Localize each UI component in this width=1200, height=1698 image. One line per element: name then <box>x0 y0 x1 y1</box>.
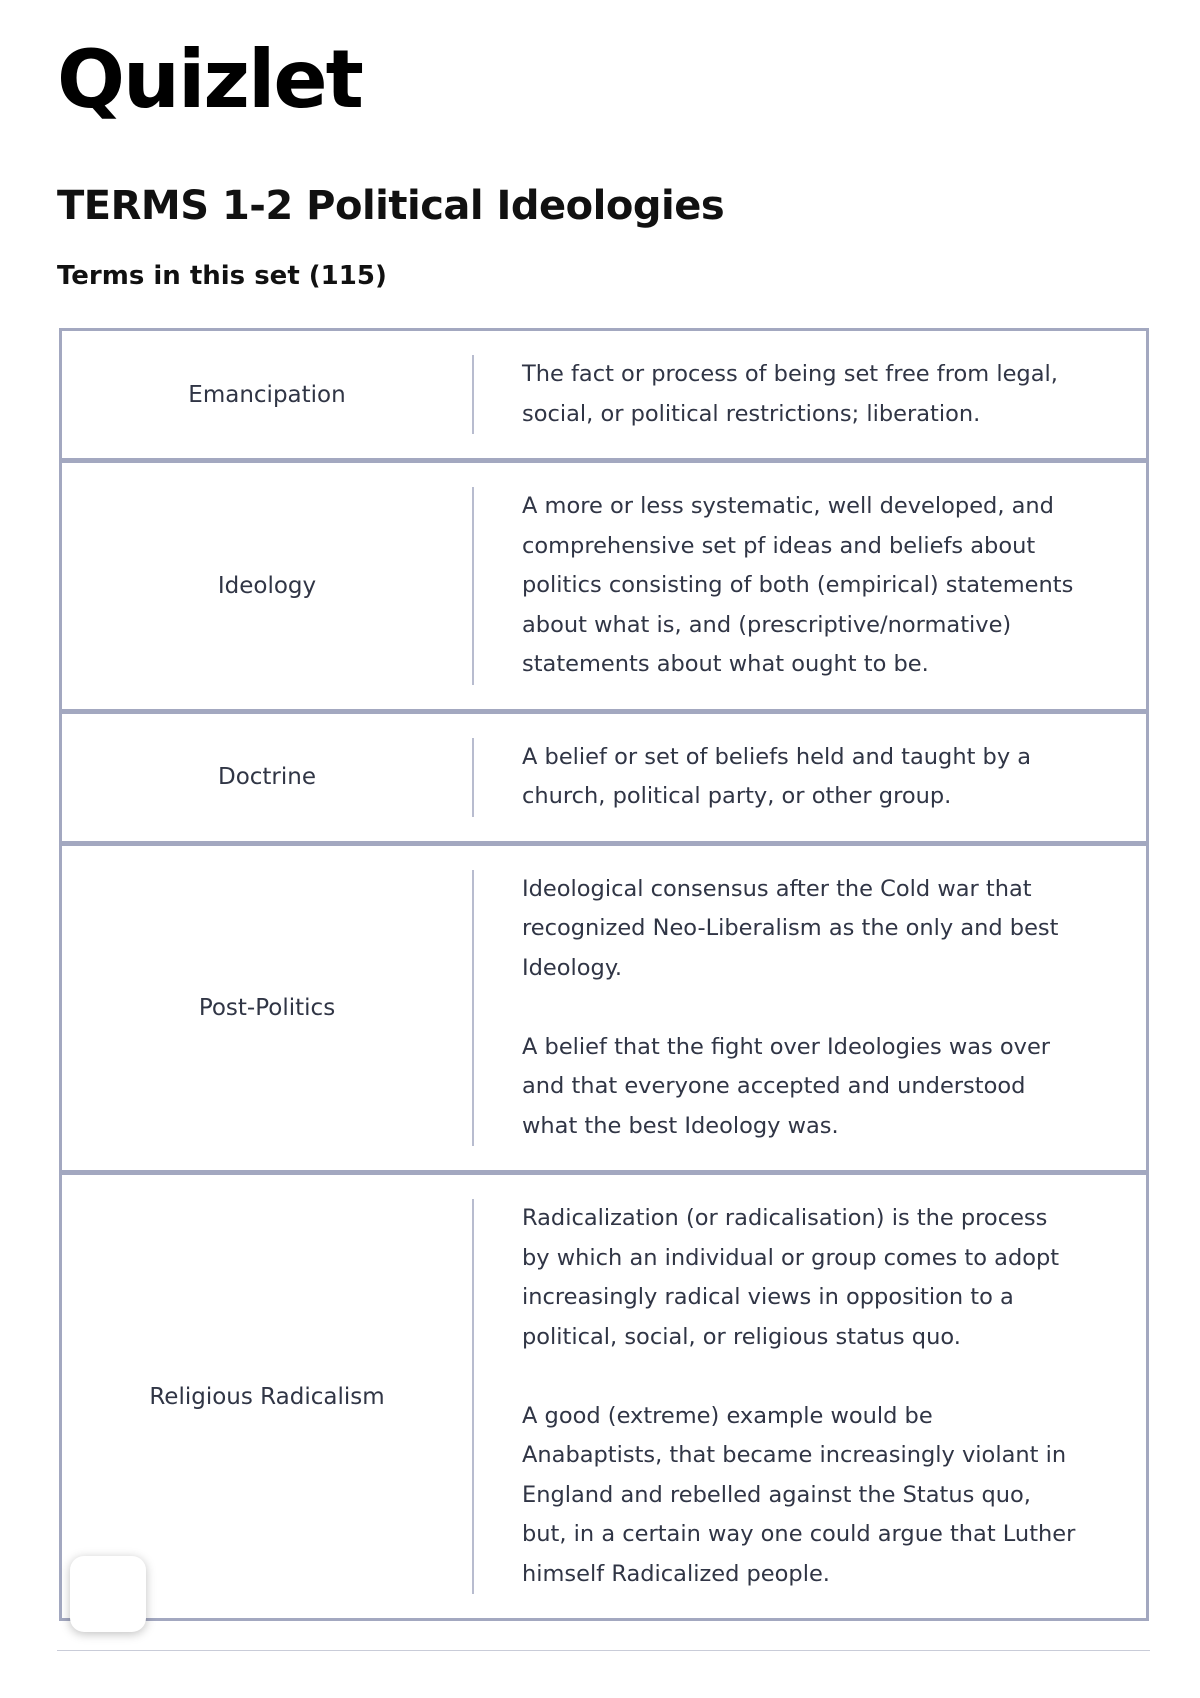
term-definition <box>474 846 1146 1171</box>
term-card <box>59 843 1149 1174</box>
definition-paragraph: A more or less systematic, well developed, and comprehensive set pf ideas and beliefs about politics consisting of both (empirical) statements about what is, and (prescriptive/normative) statements about what ought to be. <box>522 493 1074 677</box>
term-definition <box>474 331 1146 458</box>
quizlet-logo: Quizlet <box>57 33 362 126</box>
terms-count-heading: Terms in this set (115) <box>57 261 387 291</box>
definition-paragraph: Radicalization (or radicalisation) is the process by which an individual or group comes to adopt increasingly radical views in opposition to a political, social, or religious status quo. <box>522 1205 1060 1350</box>
definition-paragraph: Ideological consensus after the Cold war that recognized Neo-Liberalism as the only and best Ideology. <box>522 875 1059 981</box>
page-title: TERMS 1-2 Political Ideologies <box>57 183 725 229</box>
term-definition <box>474 463 1146 709</box>
definition-paragraph: A good (extreme) example would be Anabaptists, that became increasingly violant in England and rebelled against the Status quo, but, in a certain way one could argue that Luther himself Radicalized people. <box>522 1402 1076 1587</box>
footer-divider <box>57 1650 1150 1651</box>
term-card <box>59 460 1149 712</box>
term-card <box>59 1172 1149 1621</box>
definition-paragraph: The fact or process of being set free from legal, social, or political restrictions; liberation. <box>522 361 1058 427</box>
definition-paragraph: A belief or set of beliefs held and taught by a church, political party, or other group. <box>522 743 1032 809</box>
term-word: Emancipation <box>188 381 346 408</box>
terms-table <box>59 328 1149 1621</box>
term-card <box>59 711 1149 844</box>
term-definition <box>474 1175 1146 1618</box>
term-word: Ideology <box>217 572 317 599</box>
term-card <box>59 328 1149 461</box>
definition-paragraph: A belief that the fight over Ideologies was over and that everyone accepted and understood what the best Ideology was. <box>522 1033 1051 1139</box>
floating-action-button[interactable] <box>70 1556 146 1632</box>
term-word: Religious Radicalism <box>149 1383 385 1410</box>
term-definition <box>474 714 1146 841</box>
term-word: Post-Politics <box>198 994 336 1021</box>
term-word: Doctrine <box>217 764 317 790</box>
